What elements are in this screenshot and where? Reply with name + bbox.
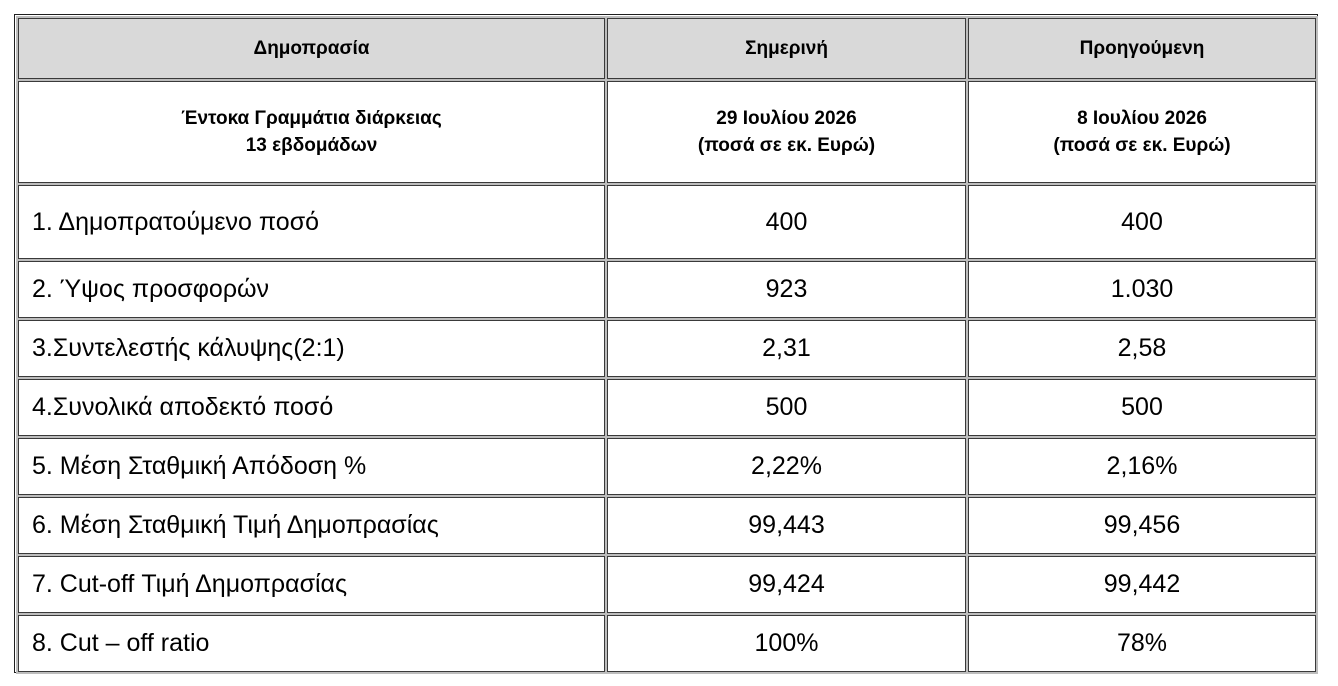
table-header-row (17, 17, 1317, 80)
table-row (17, 378, 1317, 437)
row-previous-value: 1.030 (967, 260, 1317, 319)
table-subheader-row (17, 80, 1317, 184)
row-label: 3.Συντελεστής κάλυψης(2:1) (17, 319, 606, 378)
table-row (17, 184, 1317, 260)
table-row (17, 437, 1317, 496)
table-row (17, 614, 1317, 673)
row-previous-value: 500 (967, 378, 1317, 437)
row-previous-value: 400 (967, 184, 1317, 260)
row-label: 2. Ύψος προσφορών (17, 260, 606, 319)
row-label: 7. Cut-off Τιμή Δημοπρασίας (17, 555, 606, 614)
table-row (17, 496, 1317, 555)
previous-units: (ποσά σε εκ. Ευρώ) (1053, 135, 1231, 156)
subheader-previous-date (967, 80, 1317, 184)
row-label: 5. Μέση Σταθμική Απόδοση % (17, 437, 606, 496)
row-previous-value: 78% (967, 614, 1317, 673)
table-row (17, 555, 1317, 614)
header-auction: Δημοπρασία (17, 17, 606, 80)
row-current-value: 923 (606, 260, 967, 319)
row-label: 8. Cut – off ratio (17, 614, 606, 673)
header-previous: Προηγούμενη (967, 17, 1317, 80)
row-label: 4.Συνολικά αποδεκτό ποσό (17, 378, 606, 437)
row-current-value: 100% (606, 614, 967, 673)
previous-date: 8 Ιουλίου 2026 (1077, 108, 1207, 129)
row-previous-value: 2,16% (967, 437, 1317, 496)
table-row (17, 319, 1317, 378)
row-previous-value: 99,456 (967, 496, 1317, 555)
current-units: (ποσά σε εκ. Ευρώ) (697, 135, 876, 156)
row-previous-value: 99,442 (967, 555, 1317, 614)
row-current-value: 500 (606, 378, 967, 437)
instrument-name: Έντοκα Γραμμάτια διάρκειας (181, 108, 442, 129)
subheader-current-date (606, 80, 967, 184)
auction-results-table (16, 16, 1318, 674)
row-current-value: 2,22% (606, 437, 967, 496)
row-current-value: 99,424 (606, 555, 967, 614)
row-label: 6. Μέση Σταθμική Τιμή Δημοπρασίας (17, 496, 606, 555)
row-current-value: 99,443 (606, 496, 967, 555)
subheader-instrument (17, 80, 606, 184)
row-current-value: 400 (606, 184, 967, 260)
row-current-value: 2,31 (606, 319, 967, 378)
row-previous-value: 2,58 (967, 319, 1317, 378)
row-label: 1. Δημοπρατούμενο ποσό (17, 184, 606, 260)
table-row (17, 260, 1317, 319)
instrument-duration: 13 εβδομάδων (245, 135, 378, 156)
header-current: Σημερινή (606, 17, 967, 80)
current-date: 29 Ιουλίου 2026 (716, 108, 857, 129)
